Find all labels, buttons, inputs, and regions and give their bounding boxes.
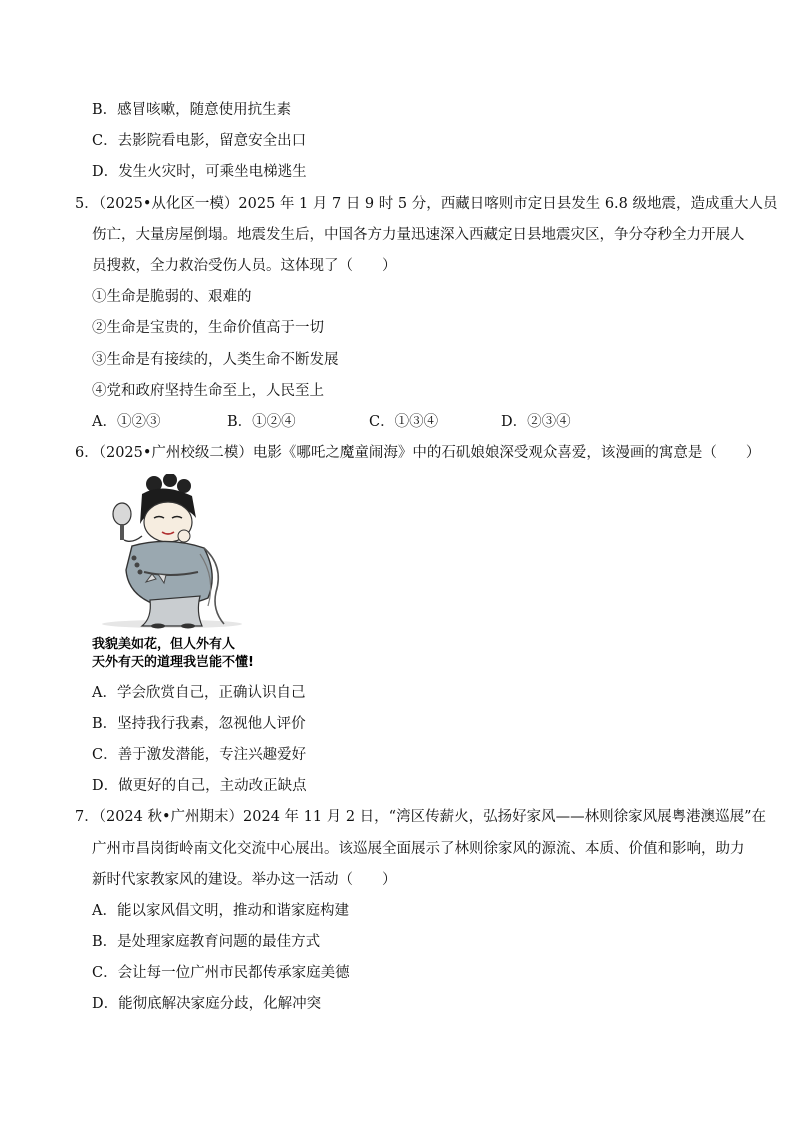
q5-stem-line-1: 5．（2025•从化区一模）2025 年 1 月 7 日 9 时 5 分，西藏日喀则市定日县发生 6.8 级地震，造成重大人员 — [75, 196, 778, 212]
q7-option-b: B．是处理家庭教育问题的最佳方式 — [92, 934, 321, 950]
q5-stem-line-2: 伤亡，大量房屋倒塌。地震发生后，中国各方力量迅速深入西藏定日县地震灾区，争分夺秒全力开展人 — [92, 227, 745, 243]
q6-option-a: A．学会欣赏自己，正确认识自己 — [92, 685, 306, 701]
q6-option-b: B．坚持我行我素，忽视他人评价 — [92, 716, 306, 732]
q4-option-d: D．发生火灾时，可乘坐电梯逃生 — [92, 164, 307, 180]
q5-statement-2: ②生命是宝贵的，生命价值高于一切 — [92, 320, 324, 336]
q7-stem-line-2: 广州市昌岗街岭南文化交流中心展出。该巡展全面展示了林则徐家风的源流、本质、价值和影响，助力 — [92, 841, 745, 857]
q5-option-a: A．①②③ — [92, 414, 161, 430]
q5-option-d: D．②③④ — [501, 414, 571, 430]
q6-option-c: C．善于激发潜能，专注兴趣爱好 — [92, 747, 307, 763]
cartoon-caption-line-1: 我貌美如花，但人外有人 — [92, 637, 236, 652]
q6-option-d: D．做更好的自己，主动改正缺点 — [92, 778, 307, 794]
q7-option-a: A．能以家风倡文明，推动和谐家庭构建 — [92, 903, 349, 919]
q5-option-c: C．①③④ — [369, 414, 439, 430]
q7-stem-line-3: 新时代家教家风的建设。举办这一活动（ ） — [92, 872, 397, 888]
q4-option-b: B．感冒咳嗽，随意使用抗生素 — [92, 102, 292, 118]
q7-option-c: C．会让每一位广州市民都传承家庭美德 — [92, 965, 350, 981]
q5-options-row — [92, 413, 571, 431]
q5-stem-line-3: 员搜救，全力救治受伤人员。这体现了（ ） — [92, 258, 397, 274]
q5-option-b: B．①②④ — [227, 414, 296, 430]
q4-option-c: C．去影院看电影，留意安全出口 — [92, 133, 307, 149]
cartoon-caption-line-2: 天外有天的道理我岂能不懂! — [92, 655, 254, 670]
q7-stem-line-1: 7．（2024 秋•广州期末）2024 年 11 月 2 日，“湾区传薪火，弘扬好家风——林则徐家风展粤港澳巡展”在 — [75, 809, 766, 825]
q5-statement-1: ①生命是脆弱的、艰难的 — [92, 289, 252, 305]
q5-statement-4: ④党和政府坚持生命至上，人民至上 — [92, 383, 324, 399]
q7-option-d: D．能彻底解决家庭分歧，化解冲突 — [92, 996, 322, 1012]
q6-stem: 6．（2025•广州校级二模）电影《哪吒之魔童闹海》中的石矶娘娘深受观众喜爱，该漫画的寓意是（ ） — [75, 445, 761, 461]
q5-statement-3: ③生命是有接续的，人类生命不断发展 — [92, 352, 339, 368]
